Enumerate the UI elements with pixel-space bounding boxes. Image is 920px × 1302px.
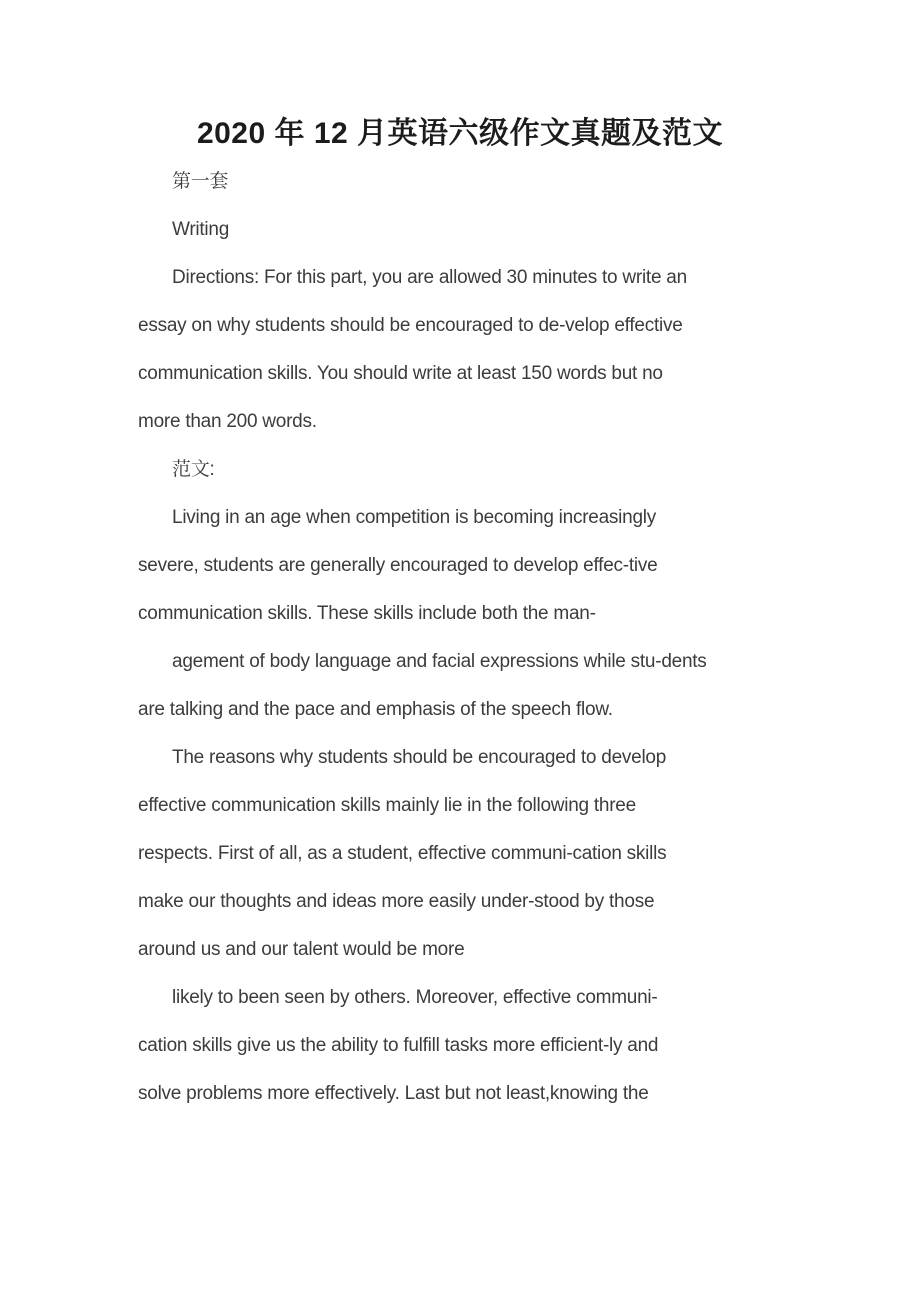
text-line: 第一套 [172,171,229,192]
text-line: respects. First of all, as a student, effective communi-cation skills [138,843,667,864]
text-line: Directions: For this part, you are allowed 30 minutes to write an [172,267,687,288]
text-line: effective communication skills mainly lie in the following three [138,795,636,816]
text-line: solve problems more effectively. Last but not least,knowing the [138,1083,649,1104]
text-line: agement of body language and facial expressions while stu-dents [172,651,707,672]
text-line: cation skills give us the ability to fulfill tasks more efficient-ly and [138,1035,659,1056]
text-line: around us and our talent would be more [138,939,465,960]
text-line: communication skills. You should write at least 150 words but no [138,363,663,384]
text-line: communication skills. These skills include both the man- [138,603,596,624]
text-line: Living in an age when competition is becoming increasingly [172,507,657,528]
text-line: are talking and the pace and emphasis of the speech flow. [138,699,613,720]
text-line: make our thoughts and ideas more easily under-stood by those [138,891,655,912]
text-line: severe, students are generally encouraged to develop effec-tive [138,555,658,576]
document-title: 2020 年 12 月英语六级作文真题及范文 [196,117,724,150]
text-line: more than 200 words. [138,411,317,432]
text-line: 范文: [172,459,215,480]
document-body [138,158,838,1118]
text-line: essay on why students should be encouraged to de-velop effective [138,315,683,336]
text-line: Writing [172,219,230,240]
text-line: The reasons why students should be encouraged to develop [172,747,667,768]
text-line: likely to been seen by others. Moreover, effective communi- [172,987,658,1008]
